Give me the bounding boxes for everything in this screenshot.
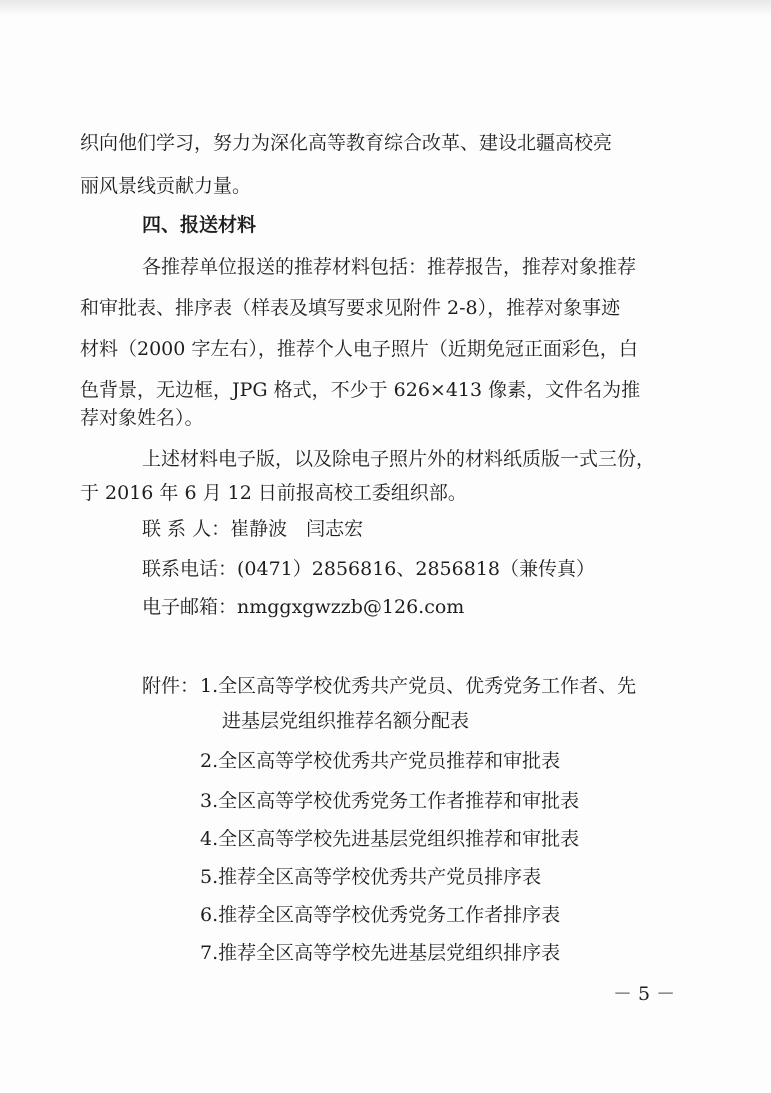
attachment-item: 1.全区高等学校优秀共产党员、优秀党务工作者、先 xyxy=(200,675,637,697)
paragraph-line: 材料（2000 字左右），推荐个人电子照片（近期免冠正面彩色，白 xyxy=(80,338,638,360)
scan-top-shadow xyxy=(0,0,771,16)
attachment-item: 5.推荐全区高等学校优秀共产党员排序表 xyxy=(200,866,542,888)
paragraph-line: 织向他们学习，努力为深化高等教育综合改革、建设北疆高校亮 xyxy=(80,132,613,154)
paragraph-line: 各推荐单位报送的推荐材料包括：推荐报告，推荐对象推荐 xyxy=(142,256,637,278)
attachments-prefix: 附件： xyxy=(142,675,200,697)
attachment-item: 7.推荐全区高等学校先进基层党组织排序表 xyxy=(200,942,561,964)
contact-person: 联 系 人：崔静波 闫志宏 xyxy=(142,518,364,540)
attachment-item: 2.全区高等学校优秀共产党员推荐和审批表 xyxy=(200,750,561,772)
paragraph-line: 和审批表、排序表（样表及填写要求见附件 2-8），推荐对象事迹 xyxy=(80,297,621,319)
attachment-item-continuation: 进基层党组织推荐名额分配表 xyxy=(222,710,470,732)
section-heading: 四、报送材料 xyxy=(142,214,257,236)
contact-email: 电子邮箱：nmggxgwzzb@126.com xyxy=(142,596,465,618)
paragraph-line: 荐对象姓名）。 xyxy=(80,407,204,429)
contact-phone: 联系电话：(0471）2856816、2856818（兼传真） xyxy=(142,558,596,580)
paragraph-line: 上述材料电子版，以及除电子照片外的材料纸质版一式三份， xyxy=(142,448,656,470)
page-number: － 5 － xyxy=(613,983,676,1005)
attachment-item: 4.全区高等学校先进基层党组织推荐和审批表 xyxy=(200,828,580,850)
paragraph-line: 丽风景线贡献力量。 xyxy=(80,175,252,197)
paragraph-line: 色背景，无边框，JPG 格式，不少于 626×413 像素，文件名为推 xyxy=(80,379,641,401)
attachment-item: 6.推荐全区高等学校优秀党务工作者排序表 xyxy=(200,904,561,926)
attachment-item: 3.全区高等学校优秀党务工作者推荐和审批表 xyxy=(200,790,580,812)
paragraph-line: 于 2016 年 6 月 12 日前报高校工委组织部。 xyxy=(80,482,467,504)
